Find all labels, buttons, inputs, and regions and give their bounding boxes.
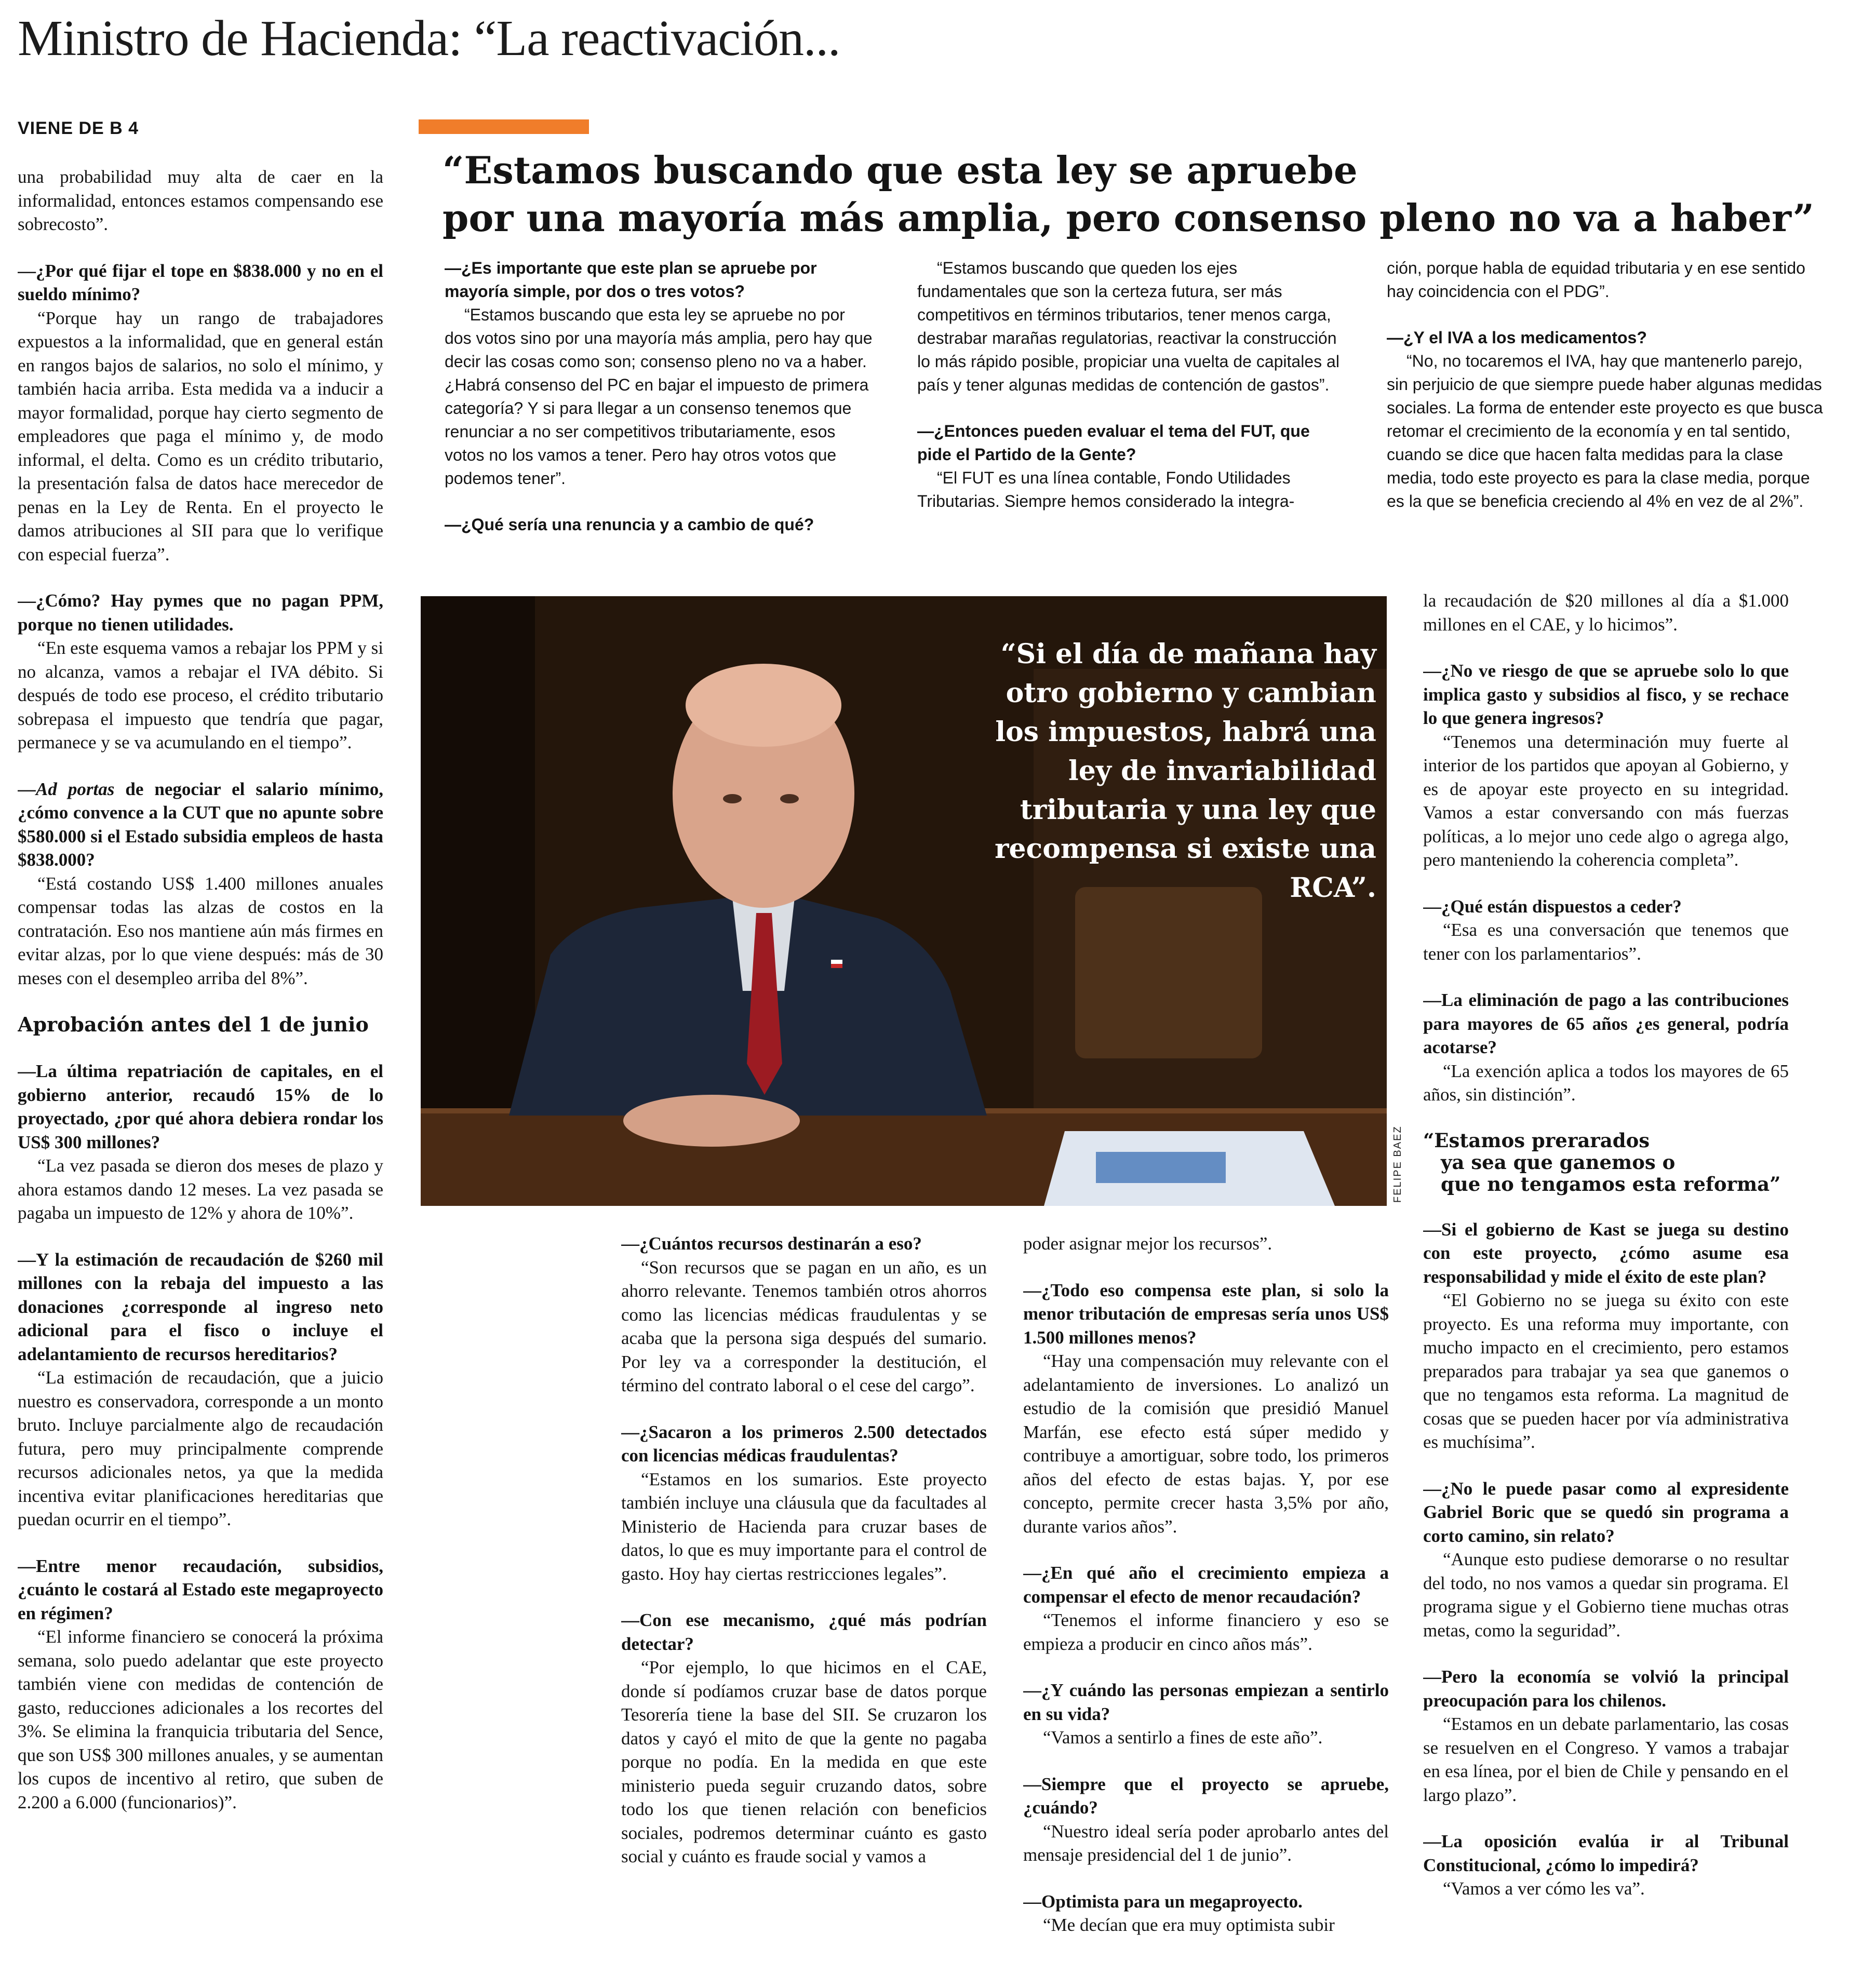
question: —¿Cómo? Hay pymes que no pagan PPM, porque no tienen utilidades. xyxy=(18,590,383,635)
qa-block xyxy=(18,1248,383,1532)
portrait-photo xyxy=(421,596,1387,1206)
answer: “La exención aplica a todos los mayores de 65 años, sin distinción”. xyxy=(1423,1060,1789,1105)
qa-block xyxy=(621,1420,987,1586)
question: —¿Cuántos recursos destinarán a eso? xyxy=(621,1233,922,1254)
question-italic: —Ad portas xyxy=(18,778,115,799)
answer: “En este esquema vamos a rebajar los PPM y si no alcanza, vamos a rebajar el IVA débito. Si después de todo ese proceso, el crédito tributario sobrepasa el impuesto que tendría que pagar, permanece y se va acumulando en el tiempo”. xyxy=(18,638,383,753)
qa-block xyxy=(1423,895,1789,966)
headline xyxy=(443,146,1819,242)
qa-block xyxy=(18,589,383,755)
qa-block xyxy=(1023,1561,1389,1656)
answer: “Vamos a sentirlo a fines de este año”. xyxy=(1043,1727,1323,1748)
question: —¿En qué año el crecimiento empieza a compensar el efecto de menor recaudación? xyxy=(1023,1563,1389,1607)
qa-block xyxy=(1423,1665,1789,1807)
qa-block xyxy=(1423,988,1789,1107)
qa-block xyxy=(445,513,873,536)
answer: “El informe financiero se conocerá la próxima semana, solo puedo adelantar que este proyecto también viene con medidas de contención de gasto, reducciones adicionales a los recortes del 3%. Se elimina la franquicia tributaria del Sence, que son US$ 300 millones anuales, y se aumentan los cupos de incentivo al retiro, que suben de 2.200 a 6.000 (funcionarios)”. xyxy=(18,1627,383,1812)
continuation-label: VIENE DE B 4 xyxy=(18,118,139,138)
paragraph: ción, porque habla de equidad tributaria y en ese sentido hay coincidencia con el PDG”. xyxy=(1387,259,1805,301)
answer: “Me decían que era muy optimista subir xyxy=(1043,1915,1335,1935)
answer: “Estamos buscando que esta ley se apruebe no por dos votos sino por una mayoría más amplia, pero hay que decir las cosas como son; consenso pleno no va a haber. ¿Habrá consenso del PC en bajar el impuesto de primera categoría? Y si para llegar a un consenso tenemos que renunciar a no ser competitivos tributariamente, esos votos no los vamos a tener. Pero hay otros votos que podemos tener”. xyxy=(445,305,873,488)
question: —Si el gobierno de Kast se juega su destino con este proyecto, ¿cómo asume esa responsabilidad y mide el éxito de este plan? xyxy=(1423,1219,1789,1287)
answer: “Está costando US$ 1.400 millones anuales compensar todas las alzas de costos en la contratación. Eso nos mantiene aún más firmes en evitar alzas, por lo que viene después: más de 30 meses con el desempleo arriba del 8%”. xyxy=(18,873,383,988)
question: —Entre menor recaudación, subsidios, ¿cuánto le costará al Estado este megaproyecto en régimen? xyxy=(18,1555,383,1623)
column-3 xyxy=(917,257,1345,553)
question: —Con ese mecanismo, ¿qué más podrían detectar? xyxy=(621,1610,987,1654)
question xyxy=(18,777,383,872)
answer: “Vamos a ver cómo les va”. xyxy=(1443,1878,1645,1899)
answer: “Estamos en un debate parlamentario, las cosas se resuelven en el Congreso. Y vamos a trabajar en esa línea, por el bien de Chile y pensando en el largo plazo”. xyxy=(1423,1714,1789,1805)
highlight-quote xyxy=(1423,1130,1789,1195)
headline-line-1: “Estamos buscando que esta ley se apruebe xyxy=(443,148,1358,192)
question: —La última repatriación de capitales, en el gobierno anterior, recaudó 15% de lo proyectado, ¿por qué ahora debiera rondar los US$ 300 millones? xyxy=(18,1061,383,1152)
column-7 xyxy=(1423,589,1789,1983)
qa-block xyxy=(621,1608,987,1869)
qa-block xyxy=(1387,326,1823,513)
question: —¿Y cuándo las personas empiezan a sentirlo en su vida? xyxy=(1023,1680,1389,1724)
qa-block xyxy=(1423,1218,1789,1454)
answer: “Hay una compensación muy relevante con el adelantamiento de inversiones. Lo analizó un estudio de la comisión que presidió Manuel Marfán, ese efecto está súper medido y contribuye a amortiguar, sobre todo, los primeros años del efecto de estas bajas. Y, por ese concepto, permite crecer hasta 3,5% por año, durante varios años”. xyxy=(1023,1351,1389,1537)
text-block xyxy=(1023,1232,1389,1256)
subhead: Aprobación antes del 1 de junio xyxy=(18,1013,369,1036)
column-4 xyxy=(1387,257,1823,553)
answer: “La estimación de recaudación, que a juicio nuestro es conservadora, corresponde a un monto bruto. Incluye parcialmente algo de recaudación futura, pero muy principalmente comprende recursos adicionales netos, ya que la medida incentiva evitar planificaciones hereditarias que puedan ocurrir en el tiempo”. xyxy=(18,1367,383,1529)
question: —¿Qué sería una renuncia y a cambio de qué? xyxy=(445,515,814,534)
pull-quote: “Si el día de mañana hay otro gobierno y cambian los impuestos, habrá una ley de invariabilidad tributaria y una ley que recompensa si existe una RCA”. xyxy=(995,638,1376,904)
answer: “Aunque esto pudiese demorarse o no resultar del todo, no nos vamos a quedar sin programa. El programa sigue y el Gobierno tiene muchas otras metas, como la seguridad”. xyxy=(1423,1549,1789,1641)
text-block xyxy=(18,165,383,236)
paragraph: una probabilidad muy alta de caer en la informalidad, entonces estamos compensando ese sobrecosto”. xyxy=(18,167,383,234)
highlight-quote-line: “Estamos prerarados xyxy=(1423,1129,1650,1152)
question: —Siempre que el proyecto se apruebe, ¿cuándo? xyxy=(1023,1774,1389,1818)
qa-block xyxy=(1423,659,1789,872)
answer: “Por ejemplo, lo que hicimos en el CAE, donde sí podíamos cruzar base de datos porque Tesorería tiene la base del SII. Se cruzaron los datos y cayó el mito de que la gente no pagaba porque no podía. En la medida en que este ministerio pueda seguir cruzando datos, sobre todo los que tienen relación con beneficios sociales, podremos determinar cuánto es gasto social y cuánto es fraude social y vamos a xyxy=(621,1657,987,1866)
answer: “Nuestro ideal sería poder aprobarlo antes del mensaje presidencial del 1 de junio”. xyxy=(1023,1821,1389,1865)
photo-credit: FELIPE BAEZ xyxy=(1392,1125,1403,1203)
question: —¿Sacaron a los primeros 2.500 detectados con licencias médicas fraudulentas? xyxy=(621,1421,987,1466)
question: —¿Es importante que este plan se apruebe por mayoría simple, por dos o tres votos? xyxy=(445,259,817,301)
qa-block xyxy=(1023,1279,1389,1539)
qa-block xyxy=(18,1554,383,1815)
answer: “Esa es una conversación que tenemos que tener con los parlamentarios”. xyxy=(1423,920,1789,964)
question: —Y la estimación de recaudación de $260 mil millones con la rebaja del impuesto a las donaciones ¿corresponde al ingreso neto adicional para el fisco o incluye el adelantamiento de recursos hereditarios? xyxy=(18,1249,383,1364)
answer: “Son recursos que se pagan en un año, es un ahorro relevante. Tenemos también otros ahorros como las licencias médicas fraudulentas y se acaba que la persona siga después del sumario. Por ley va a corresponder la destitución, el término del contrato laboral o el cese del cargo”. xyxy=(621,1257,987,1395)
paragraph: poder asignar mejor los recursos”. xyxy=(1023,1233,1272,1254)
qa-block xyxy=(1023,1890,1389,1937)
question: —La eliminación de pago a las contribuciones para mayores de 65 años ¿es general, podría acotarse? xyxy=(1423,990,1789,1057)
qa-block xyxy=(18,259,383,567)
highlight-quote-line: ya sea que ganemos o xyxy=(1441,1150,1676,1174)
answer: “Tenemos una determinación muy fuerte al interior de los partidos que apoyan al Gobierno, y es de apoyar este proyecto en su integridad. Vamos a estar conversando con más fuerzas políticas, a lo mejor uno cede algo o agrega algo, pero manteniendo la coherencia completa”. xyxy=(1423,731,1789,870)
qa-block xyxy=(18,777,383,990)
paragraph: la recaudación de $20 millones al día a $1.000 millones en el CAE, y lo hicimos”. xyxy=(1423,590,1789,635)
question: —¿No le puede pasar como al expresidente Gabriel Boric que se quedó sin programa a corto camino, sin relato? xyxy=(1423,1478,1789,1546)
qa-block xyxy=(1423,1830,1789,1901)
accent-bar xyxy=(419,119,589,134)
column-2 xyxy=(445,257,873,553)
qa-block xyxy=(917,257,1345,397)
question: —¿Qué están dispuestos a ceder? xyxy=(1423,896,1682,917)
question: —¿Y el IVA a los medicamentos? xyxy=(1387,328,1647,347)
answer: “La vez pasada se dieron dos meses de plazo y ahora estamos dando 12 meses. La vez pasada se pagaba un impuesto de 12% y ahora de 10%”. xyxy=(18,1156,383,1223)
qa-block xyxy=(445,257,873,490)
column-5 xyxy=(621,1232,987,1983)
column-1 xyxy=(18,165,383,1983)
headline-line-2: por una mayoría más amplia, pero consenso pleno no va a haber” xyxy=(443,196,1815,240)
question: —Pero la economía se volvió la principal preocupación para los chilenos. xyxy=(1423,1667,1789,1711)
answer: “El FUT es una línea contable, Fondo Utilidades Tributarias. Siempre hemos considerado la integra- xyxy=(917,468,1295,511)
question-rest: de negociar el salario mínimo, ¿cómo convence a la CUT que no apunte sobre $580.000 si el Estado subsidia empleos de hasta $838.000? xyxy=(18,778,383,870)
section-kicker: Ministro de Hacienda: “La reactivación... xyxy=(18,10,840,66)
question: —¿No ve riesgo de que se apruebe solo lo que implica gasto y subsidios al fisco, y se rechace lo que genera ingresos? xyxy=(1423,661,1789,728)
question: —Optimista para un megaproyecto. xyxy=(1023,1891,1303,1912)
answer: “Tenemos el informe financiero y eso se empieza a producir en cinco años más”. xyxy=(1023,1610,1389,1654)
answer: “Porque hay un rango de trabajadores expuestos a la informalidad, que en general están en rangos bajos de salarios, no solo el mínimo, y también hacia arriba. Esta medida va a inducir a mayor formalidad, porque hay cierto segmento de empleadores que paga el mínimo y, de modo informal, el delta. Como es un crédito tributario, la presentación falsa de datos hace merecedor de penas en la Ley de Renta. En el proyecto le damos atribuciones al SII para que lo verifique con especial fuerza”. xyxy=(18,307,383,565)
text-block xyxy=(1423,589,1789,636)
qa-block xyxy=(621,1232,987,1398)
question: —¿Por qué fijar el tope en $838.000 y no en el sueldo mínimo? xyxy=(18,260,383,304)
qa-block xyxy=(1023,1678,1389,1750)
qa-block xyxy=(18,1059,383,1225)
column-6 xyxy=(1023,1232,1389,1983)
qa-block xyxy=(917,420,1345,513)
question: —¿Entonces pueden evaluar el tema del FUT, que pide el Partido de la Gente? xyxy=(917,422,1310,464)
question: —La oposición evalúa ir al Tribunal Constitucional, ¿cómo lo impedirá? xyxy=(1423,1831,1789,1875)
qa-block xyxy=(1023,1772,1389,1867)
qa-block xyxy=(1423,1477,1789,1643)
highlight-quote-line: que no tengamos esta reforma” xyxy=(1441,1172,1781,1196)
question: —¿Todo eso compensa este plan, si solo la menor tributación de empresas sería unos US$ 1.500 millones menos? xyxy=(1023,1280,1389,1348)
answer: “Estamos en los sumarios. Este proyecto también incluye una cláusula que da facultades al Ministerio de Hacienda para cruzar bases de datos, lo que es muy importante para el control de gasto. Hoy hay ciertas restricciones legales”. xyxy=(621,1469,987,1584)
answer: “El Gobierno no se juega su éxito con este proyecto. Es una reforma muy importante, con mucho impacto en el crecimiento, pero estamos preparados para trabajar ya sea que ganemos o que no tengamos esta reforma. La magnitud de cosas que se pueden hacer por vía administrativa es muchísima”. xyxy=(1423,1290,1789,1452)
text-block xyxy=(1387,257,1823,303)
answer: “No, no tocaremos el IVA, hay que mantenerlo parejo, sin perjuicio de que siempre puede haber algunas medidas sociales. La forma de entender este proyecto es que busca retomar el crecimiento de la economía y en tal sentido, cuando se dice que hacen falta medidas para la clase media, todo este proyecto es para la clase media, porque es la que se beneficia creciendo al 4% en vez de al 2%”. xyxy=(1387,352,1823,511)
answer: “Estamos buscando que queden los ejes fundamentales que son la certeza futura, ser más competitivos en términos tributarios, tener menos carga, destrabar marañas regulatorias, reactivar la construcción lo más rápido posible, propiciar una vuelta de capitales al país y tener algunas medidas de contención de gastos”. xyxy=(917,259,1339,394)
